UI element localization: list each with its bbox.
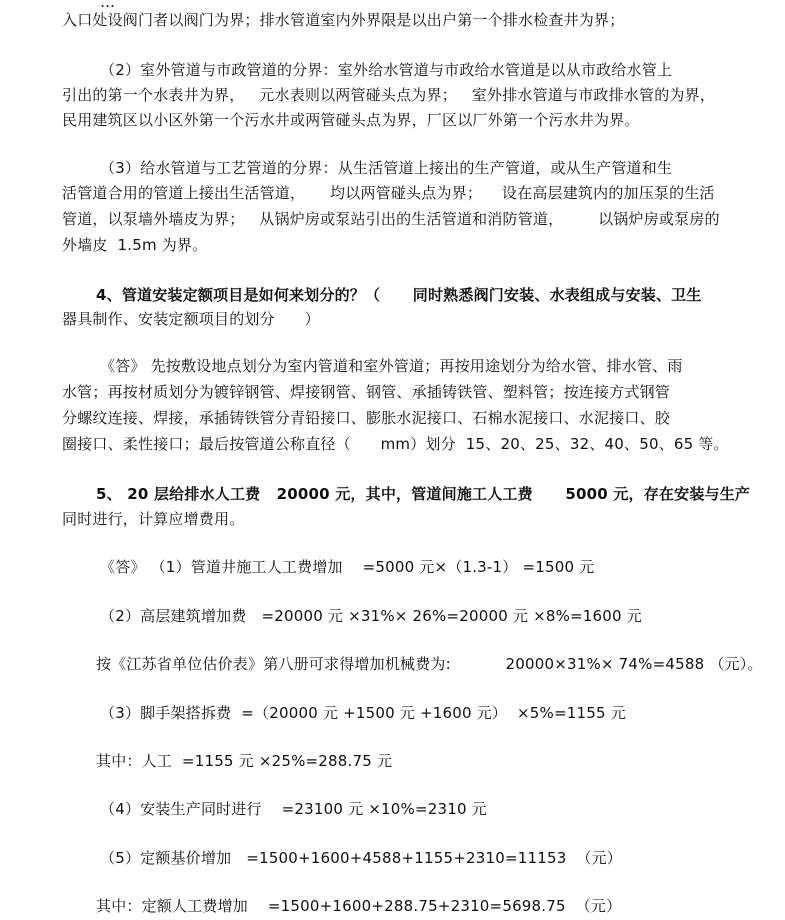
text-line: 管道，以泵墙外墙皮为界； 从锅炉房或泵站引出的生活管道和消防管道， 以锅炉房或泵房的 xyxy=(62,210,720,228)
text-line: 引出的第一个水表井为界， 元水表则以两管碰头点为界； 室外排水管道与市政排水管的为界， xyxy=(62,86,716,104)
text-line: 分螺纹连接、焊接，承插铸铁管分青铅接口、膨胀水泥接口、石棉水泥接口、水泥接口、胶 xyxy=(62,409,671,427)
text-line: （3）给水管道与工艺管道的分界：从生活管道上接出的生产管道，或从生产管道和生 xyxy=(100,159,673,177)
text-line: 活管道合用的管道上接出生活管道， 均以两管碰头点为界； 设在高层建筑内的加压泵的生活 xyxy=(62,184,715,202)
partial-top-line: … xyxy=(100,0,116,11)
text-line: 外墙皮 1.5m 为界。 xyxy=(62,236,208,254)
question-heading: 4、管道安装定额项目是如何来划分的？（ 同时熟悉阀门安装、水表组成与安装、卫生 xyxy=(96,286,702,304)
calc-line: （3）脚手架搭拆费 =（20000 元 +1500 元 +1600 元） ×5%=1155 元 xyxy=(100,704,626,722)
answer-line: 《答》 先按敷设地点划分为室内管道和室外管道；再按用途划分为给水管、排水管、雨 xyxy=(100,357,683,375)
text-line: 同时进行，计算应增费用。 xyxy=(62,510,245,528)
calc-line: （2）高层建筑增加费 =20000 元 ×31%× 26%=20000 元 ×8%=1600 元 xyxy=(100,607,642,625)
answer-line: 《答》 （1）管道井施工人工费增加 =5000 元×（1.3-1） =1500 元 xyxy=(100,558,595,576)
text-line: 民用建筑区以小区外第一个污水井或两管碰头点为界，厂区以厂外第一个污水井为界。 xyxy=(62,111,640,129)
text-line: 器具制作、安装定额项目的划分 ） xyxy=(62,310,320,328)
text-line: （2）室外管道与市政管道的分界：室外给水管道与市政给水管道是以从市政给水管上 xyxy=(100,61,673,79)
calc-line: 按《江苏省单位估价表》第八册可求得增加机械费为: 20000×31%× 74%=4588 （元）。 xyxy=(96,655,763,673)
text-line: 圈接口、柔性接口；最后按管道公称直径（ mm）划分 15、20、25、32、40、50、65 等。 xyxy=(62,435,729,453)
calc-line: 其中：定额人工费增加 =1500+1600+288.75+2310=5698.75 （元） xyxy=(96,897,622,915)
text-line: 水管；再按材质划分为镀锌钢管、焊接钢管、钢管、承插铸铁管、塑料管；按连接方式钢管 xyxy=(62,383,671,401)
question-heading: 5、 20 层给排水人工费 20000 元，其中，管道间施工人工费 5000 元，存在安装与生产 xyxy=(96,485,751,503)
calc-line: 其中：人工 =1155 元 ×25%=288.75 元 xyxy=(96,752,393,770)
calc-line: （4）安装生产同时进行 =23100 元 ×10%=2310 元 xyxy=(100,800,487,818)
text-line: 入口处设阀门者以阀门为界；排水管道室内外界限是以出户第一个排水检查井为界； xyxy=(62,11,625,29)
calc-line: （5）定额基价增加 =1500+1600+4588+1155+2310=11153 （元） xyxy=(100,849,622,867)
